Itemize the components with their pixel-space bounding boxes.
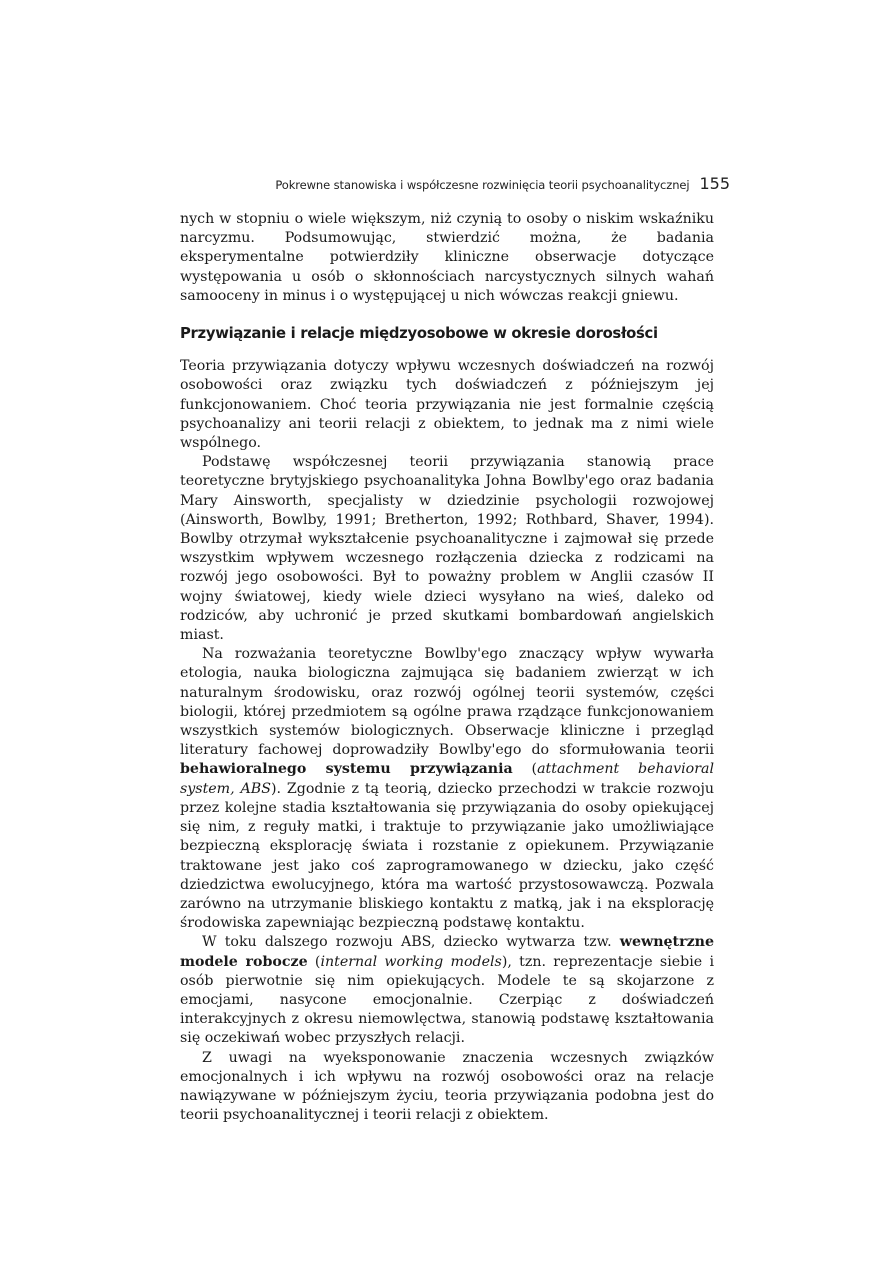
paragraph-5: Z uwagi na wyeksponowanie znaczenia wczesnych związków emocjonalnych i ich wpływu na rozwój osobowości oraz na relacje nawiązywane w późniejszym życiu, teoria przywiązania podobna jest do teorii psychoanalitycznej i teorii relacji z obiektem. — [180, 1049, 714, 1124]
paragraph-1: Teoria przywiązania dotyczy wpływu wczesnych doświadczeń na rozwój osobowości oraz związku tych doświadczeń z późniejszym jej funkcjonowaniem. Choć teoria przywiązania nie jest formalnie częścią psychoanalizy ani teorii relacji z obiektem, to jednak ma z nimi wiele wspólnego. — [180, 358, 714, 452]
term-working-models-english: internal working models — [320, 953, 502, 970]
term-working-models: wewnętrzne modele robocze — [180, 934, 714, 970]
paragraph-4 — [180, 933, 714, 1048]
paragraph-4-text-a: W toku dalszego rozwoju ABS, dziecko wytwarza tzw. — [202, 934, 620, 951]
running-title: Pokrewne stanowiska i współczesne rozwinięcia teorii psychoanalitycznej — [275, 178, 690, 192]
continuation-paragraph: nych w stopniu o wiele większym, niż czynią to osoby o niskim wskaźniku narcyzmu. Podsumowując, stwierdzić można, że badania eksperymentalne potwierdziły kliniczne obserwacje dotyczące występowania u osób o skłonnościach narcystycznych silnych wahań samooceny in minus i o występującej u nich wówczas reakcji gniewu. — [180, 211, 714, 304]
term-attachment-system: behawioralnego systemu przywiązania — [180, 761, 513, 778]
paragraph-2: Podstawę współczesnej teorii przywiązania stanowią prace teoretyczne brytyjskiego psychoanalityka Johna Bowlby'ego oraz badania Mary Ainsworth, specjalisty w dziedzinie psychologii rozwojowej (Ainsworth, Bowlby, 1991; Bretherton, 1992; Rothbard, Shaver, 1994). Bowlby otrzymał wykształcenie psychoanalityczne i zajmował się przede wszystkim wpływem wczesnego rozłączenia dziecka z rodzicami na rozwój jego osobowości. Był to poważny problem w Anglii czasów II wojny światowej, kiedy wiele dzieci wysyłano na wieś, daleko od rodziców, aby uchronić je przed skutkami bombardowań angielskich miast. — [180, 454, 714, 644]
section-heading: Przywiązanie i relacje międzyosobowe w okresie dorosłości — [180, 325, 658, 343]
term-attachment-system-english: attachment behavioral system, ABS — [180, 761, 715, 797]
paragraph-4-text-b: ), tzn. reprezentacje siebie i osób pierwotnie się nim opiekujących. Modele te są skojarzone z emocjami, nasycone emocjonalnie. Czerpiąc z doświadczeń interakcyjnych z okresu niemowlęctwa, stanowią podstawę kształtowania się oczekiwań wobec przyszłych relacji. — [180, 953, 714, 1047]
paragraph-4-paren: ( — [307, 953, 321, 970]
paragraph-3-text-b: ). Zgodnie z tą teorią, dziecko przechodzi w trakcie rozwoju przez kolejne stadia kształtowania się przywiązania do osoby opiekującej się nim, z reguły matki, i traktuje to przywiązanie jako umożliwiające bezpieczną eksplorację świata i rozstanie z opiekunem. Przywiązanie traktowane jest jako coś zaprogramowanego w dziecku, jako część dziedzictwa ewolucyjnego, która ma wartość przystosowawczą. Pozwala zarówno na utrzymanie bliskiego kontaktu z matką, jak i na eksplorację środowiska zapewniając bezpieczną podstawę kontaktu. — [180, 780, 714, 932]
paragraph-3-paren: ( — [512, 761, 538, 778]
paragraph-3 — [180, 645, 714, 933]
page-number: 155 — [699, 174, 730, 193]
paragraph-3-text-a: Na rozważania teoretyczne Bowlby'ego znaczący wpływ wywarła etologia, nauka biologiczna zajmująca się badaniem zwierząt w ich naturalnym środowisku, oraz rozwój ogólnej teorii systemów, części biologii, której przedmiotem są ogólne prawa rządzące funkcjonowaniem wszystkich systemów biologicznych. Obserwacje kliniczne i przegląd literatury fachowej doprowadziły Bowlby'ego do sformułowania teorii — [180, 646, 714, 759]
page-body — [180, 210, 714, 1125]
running-header — [180, 174, 730, 193]
